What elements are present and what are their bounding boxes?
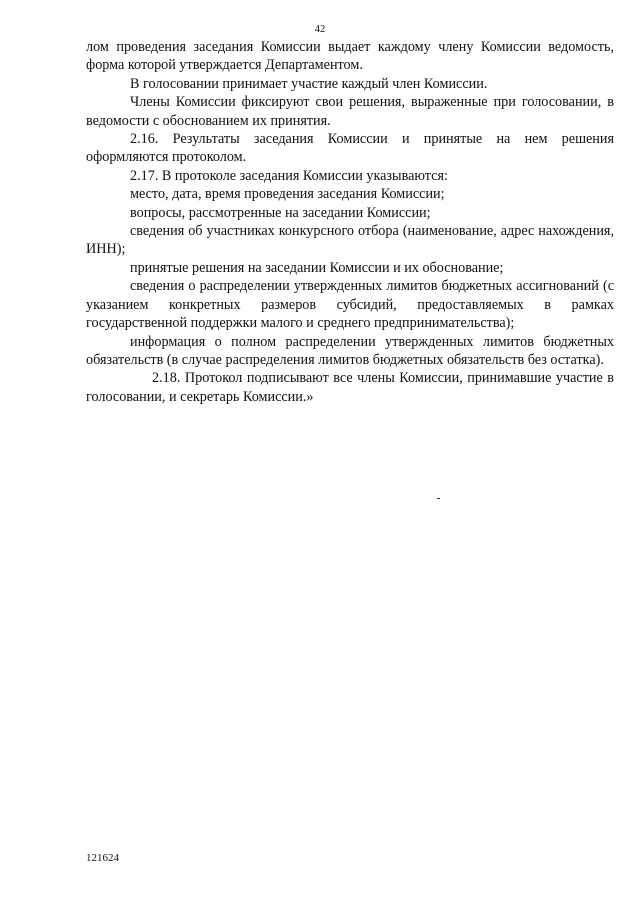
footer-document-code: 121624 bbox=[86, 852, 119, 864]
list-item-participants: сведения об участниках конкурсного отбора (наименование, адрес нахождения, ИНН); bbox=[86, 223, 614, 258]
list-item-full-distribution: информация о полном распределении утвержденных лимитов бюджетных обязательств (в случае распределения лимитов бюджетных обязательств без остатка). bbox=[86, 333, 614, 368]
list-item-decisions: принятые решения на заседании Комиссии и их обоснование; bbox=[130, 259, 504, 276]
list-item-limits-distribution: сведения о распределении утвержденных лимитов бюджетных ассигнований (с указанием конкретных размеров субсидий, предоставляемых в рамках государственной поддержки малого и среднего предпринимательства); bbox=[86, 278, 614, 332]
paragraph-members-decisions: Члены Комиссии фиксируют свои решения, выраженные при голосовании, в ведомости с обоснованием их принятия. bbox=[86, 94, 614, 129]
list-item-place-date: место, дата, время проведения заседания Комиссии; bbox=[130, 186, 445, 203]
paragraph-continuation: лом проведения заседания Комиссии выдает каждому члену Комиссии ведомость, форма которой утверждается Департаментом. bbox=[86, 39, 614, 74]
paragraph-2-18: 2.18. Протокол подписывают все члены Комиссии, принимавшие участие в голосовании, и секретарь Комиссии.» bbox=[86, 370, 614, 405]
list-item-questions: вопросы, рассмотренные на заседании Комиссии; bbox=[130, 204, 431, 221]
document-body bbox=[86, 38, 614, 406]
paragraph-2-17: 2.17. В протоколе заседания Комиссии указываются: bbox=[130, 167, 448, 184]
paragraph-voting-participation: В голосовании принимает участие каждый член Комиссии. bbox=[130, 75, 488, 92]
paragraph-2-16: 2.16. Результаты заседания Комиссии и принятые на нем решения оформляются протоколом. bbox=[86, 131, 614, 166]
stray-mark bbox=[437, 498, 440, 499]
page-number: 42 bbox=[314, 24, 326, 35]
